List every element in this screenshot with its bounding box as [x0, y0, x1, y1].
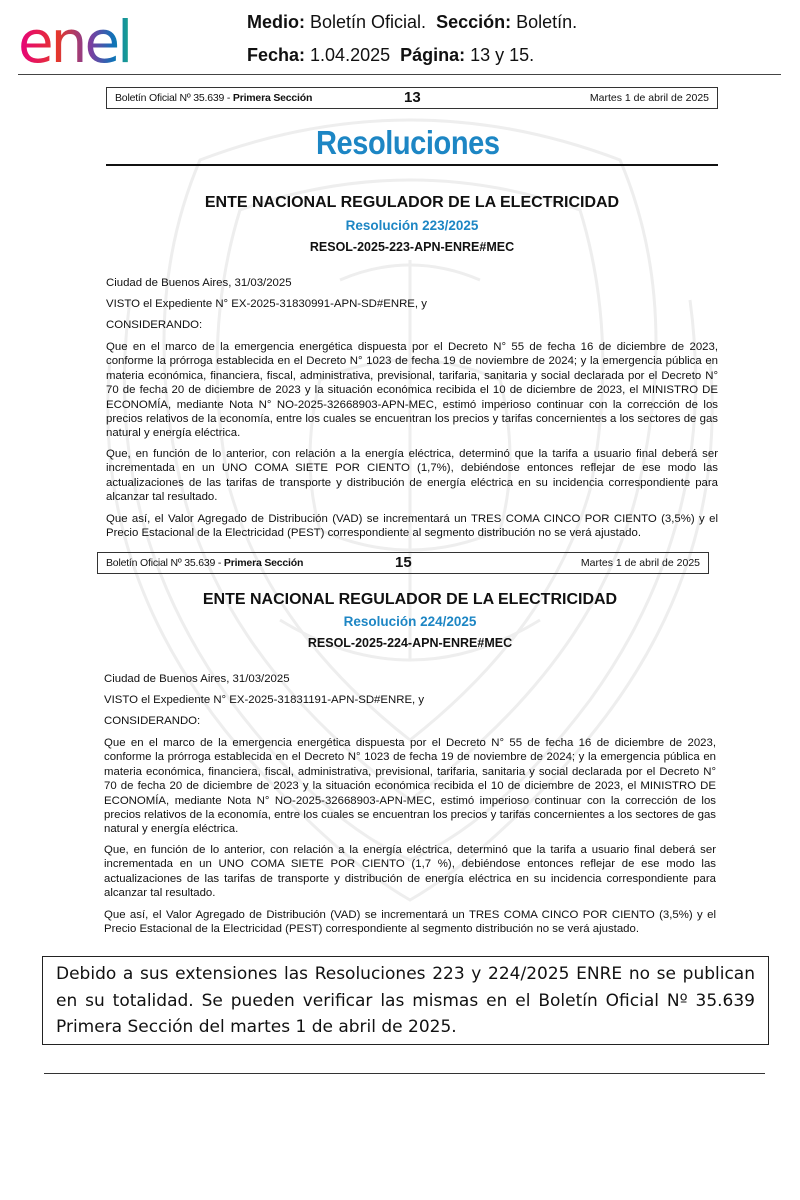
medio-value: Boletín Oficial.: [305, 12, 427, 32]
logo-text: enel: [18, 10, 131, 68]
bulletin-header-page-13: [106, 87, 718, 109]
section-title: Resoluciones: [316, 124, 500, 161]
publication-note: Debido a sus extensiones las Resoluciones 223 y 224/2025 ENRE no se publican en su totalidad. Se pueden verificar las mismas en el Boletín Oficial Nº 35.639 Primera Sección del martes 1 de abril de 2025.: [42, 956, 769, 1045]
resolution-number: Resolución 224/2025: [343, 614, 477, 629]
paragraph: Que así, el Valor Agregado de Distribución (VAD) se incrementará un TRES COMA CINCO POR CIENTO (3,5%) y el Precio Estacional de la Electricidad (PEST) correspondiente al segmento distribución no se verá ajustado.: [104, 909, 716, 936]
considerando-heading: CONSIDERANDO:: [104, 715, 201, 727]
bulletin-page-number: 13: [404, 89, 421, 106]
bulletin-name: Boletín Oficial Nº 35.639 -: [106, 557, 224, 569]
meta-row-medio: [247, 12, 577, 33]
seccion-value: Boletín.: [511, 12, 578, 32]
resolution-code: RESOL-2025-224-APN-ENRE#MEC: [307, 636, 513, 650]
entity-title: ENTE NACIONAL REGULADOR DE LA ELECTRICIDAD: [202, 591, 618, 608]
meta-row-fecha: [247, 45, 534, 66]
bulletin-header-page-15: [97, 552, 709, 574]
pagina-value: 13 y 15.: [465, 45, 535, 65]
paragraph: Que, en función de lo anterior, con relación a la energía eléctrica, determinó que la tarifa a usuario final deberá ser incrementada en un UNO COMA SIETE POR CIENTO (1,7%), debiéndose entonces reflejar de ese modo las actualizaciones de las tarifas de transporte y distribución de energía eléctrica en su incidencia correspondiente para alcanzar tal resultado.: [106, 448, 718, 504]
resolution-number: Resolución 223/2025: [345, 218, 479, 233]
fecha-value: 1.04.2025: [305, 45, 391, 65]
paragraph: Que, en función de lo anterior, con relación a la energía eléctrica, determinó que la tarifa a usuario final deberá ser incrementada en un UNO COMA SIETE POR CIENTO (1,7 %), debiéndose entonces reflejar de ese modo las actualizaciones de las tarifas de transporte y distribución de energía eléctrica en su incidencia correspondiente para alcanzar tal resultado.: [104, 844, 716, 900]
bulletin-section: Primera Sección: [232, 92, 313, 104]
bottom-divider: [44, 1073, 765, 1074]
section-divider: [106, 164, 718, 166]
enel-logo: [18, 10, 170, 68]
pagina-label: Página:: [400, 45, 466, 65]
place-date: Ciudad de Buenos Aires, 31/03/2025: [104, 673, 290, 685]
resolution-code: RESOL-2025-223-APN-ENRE#MEC: [309, 240, 515, 254]
paragraph: Que así, el Valor Agregado de Distribución (VAD) se incrementará un TRES COMA CINCO POR CIENTO (3,5%) y el Precio Estacional de la Electricidad (PEST) correspondiente al segmento distribución no se verá ajustado.: [106, 513, 718, 540]
seccion-label: Sección:: [436, 12, 512, 32]
considerando-heading: CONSIDERANDO:: [106, 319, 203, 331]
bulletin-header-left: [115, 92, 312, 104]
paragraph: Que en el marco de la emergencia energética dispuesta por el Decreto N° 55 de fecha 16 de diciembre de 2023, conforme la prórroga establecida en el Decreto N° 1023 de fecha 19 de noviembre de 2024; y la emergencia pública en materia económica, financiera, fiscal, administrativa, previsional, tarifaria, sanitaria y social declarada por el Decreto N° 70 de fecha 20 de diciembre de 2023 y la situación económica recibida el 10 de diciembre de 2023, el MINISTRO DE ECONOMÍA, mediante Nota N° NO-2025-32668903-APN-MEC, estimó imperioso continuar con la corrección de los precios relativos de la economía, entre los cuales se encuentran los precios y tarifas concernientes a los sectores de gas natural y energía eléctrica.: [106, 341, 718, 440]
bulletin-section: Primera Sección: [223, 557, 304, 569]
bulletin-page-number: 15: [395, 554, 412, 571]
bulletin-name: Boletín Oficial Nº 35.639 -: [115, 92, 233, 104]
place-date: Ciudad de Buenos Aires, 31/03/2025: [106, 277, 292, 289]
top-divider: [18, 74, 781, 75]
medio-label: Medio:: [247, 12, 305, 32]
fecha-label: Fecha:: [247, 45, 306, 65]
bulletin-date: Martes 1 de abril de 2025: [580, 557, 700, 569]
visto-line: VISTO el Expediente N° EX-2025-31831191-APN-SD#ENRE, y: [104, 694, 425, 706]
entity-title: ENTE NACIONAL REGULADOR DE LA ELECTRICIDAD: [204, 194, 620, 211]
bulletin-header-left: [106, 557, 303, 569]
visto-line: VISTO el Expediente N° EX-2025-31830991-APN-SD#ENRE, y: [106, 298, 427, 310]
bulletin-date: Martes 1 de abril de 2025: [589, 92, 709, 104]
paragraph: Que en el marco de la emergencia energética dispuesta por el Decreto N° 55 de fecha 16 de diciembre de 2023, conforme la prórroga establecida en el Decreto N° 1023 de fecha 19 de noviembre de 2024; y la emergencia pública en materia económica, financiera, fiscal, administrativa, previsional, tarifaria, sanitaria y social declarada por el Decreto N° 70 de fecha 20 de diciembre de 2023 y la situación económica recibida el 10 de diciembre de 2023, el MINISTRO DE ECONOMÍA, mediante Nota N° NO-2025-32668903-APN-MEC, estimó imperioso continuar con la corrección de los precios relativos de la economía, entre los cuales se encuentran los precios y tarifas concernientes a los sectores de gas natural y energía eléctrica.: [104, 737, 716, 836]
